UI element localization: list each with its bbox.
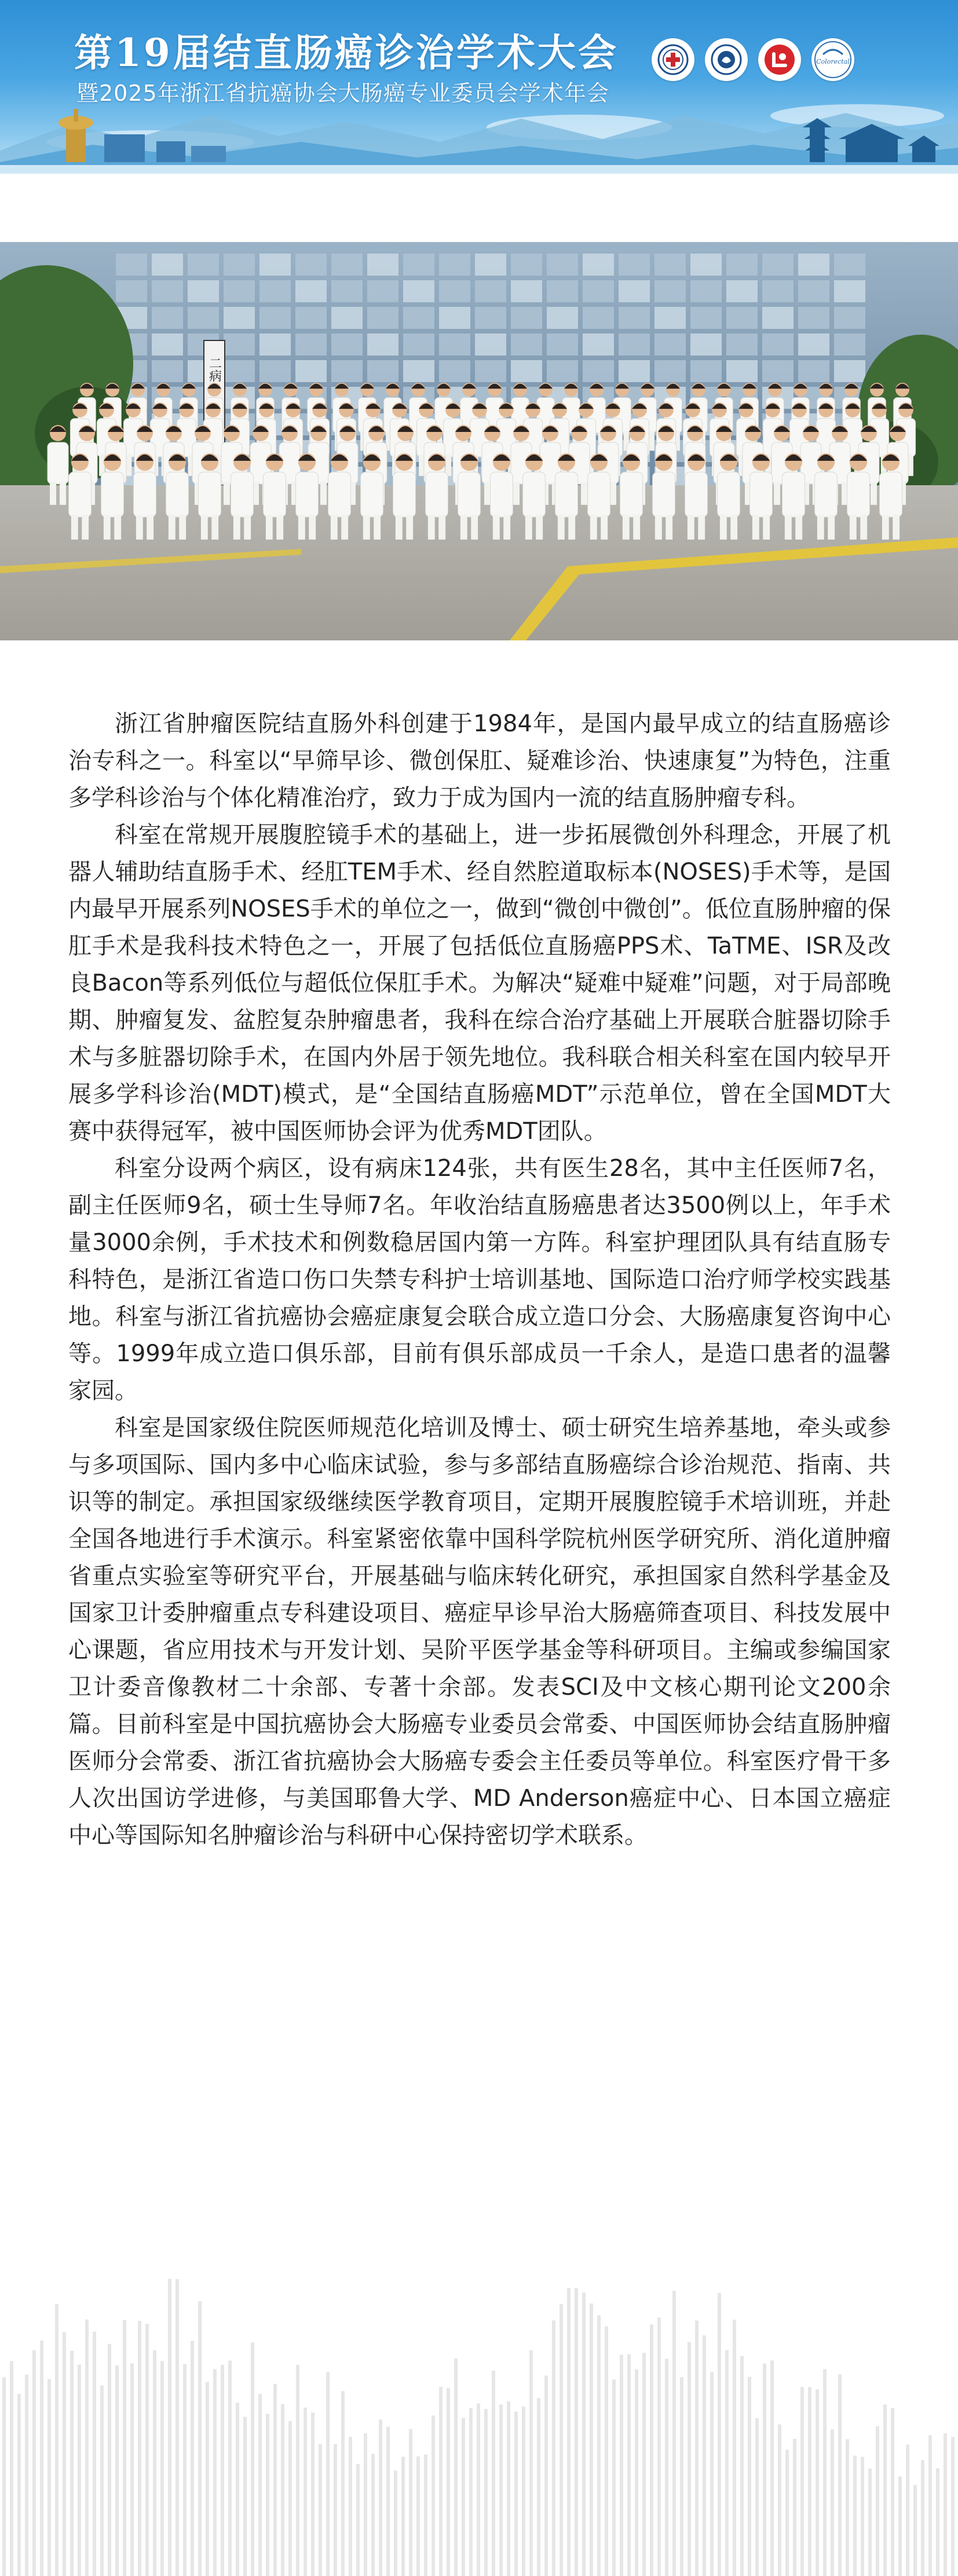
hospital-logo-icon	[652, 38, 694, 81]
association-logo-icon	[705, 38, 748, 81]
cancer-society-logo-icon	[758, 38, 801, 81]
intro-paragraph-3: 科室分设两个病区，设有病床124张，共有医生28名，其中主任医师7名，副主任医师9名，硕士生导师7名。年收治结直肠癌患者达3500例以上，年手术量3000余例，手术技术和例数稳居国内第一方阵。科室护理团队具有结直肠专科特色，是浙江省造口伤口失禁专科护士培训基地、国际造口治疗师学校实践基地。科室与浙江省抗癌协会癌症康复会联合成立造口分会、大肠癌康复咨询中心等。1999年成立造口俱乐部，目前有俱乐部成员一千余人，是造口患者的温馨家园。	[68, 1155, 891, 1404]
organizer-logos	[652, 38, 854, 81]
colorectal-logo-icon	[811, 38, 854, 81]
photo-sign-text: 二病	[207, 357, 222, 382]
team-photo-illustration	[0, 242, 958, 640]
intro-paragraph-4: 科室是国家级住院医师规范化培训及博士、硕士研究生培养基地，牵头或参与多项国际、国内多中心临床试验，参与多部结直肠癌综合诊治规范、指南、共识等的制定。承担国家级继续医学教育项目，定期开展腹腔镜手术培训班，并赴全国各地进行手术演示。科室紧密依靠中国科学院杭州医学研究所、消化道肿瘤省重点实验室等研究平台，开展基础与临床转化研究，承担国家自然科学基金及国家卫计委肿瘤重点专科建设项目、癌症早诊早治大肠癌筛查项目、科技发展中心课题，省应用技术与开发计划、吴阶平医学基金等科研项目。主编或参编国家卫计委音像教材二十余部、专著十余部。发表SCI及中文核心期刊论文200余篇。目前科室是中国抗癌协会大肠癌专业委员会常委、中国医师协会结直肠肿瘤医师分会常委、浙江省抗癌协会大肠癌专委会主任委员等单位。科室医疗骨干多人次出国访学进修，与美国耶鲁大学、MD Anderson癌症中心、日本国立癌症中心等国际知名肿瘤诊治与科研中心保持密切学术联系。	[68, 1415, 891, 1849]
intro-paragraph-1: 浙江省肿瘤医院结直肠外科创建于1984年，是国内最早成立的结直肠癌诊治专科之一。科室以“早筛早诊、微创保肛、疑难诊治、快速康复”为特色，注重多学科诊治与个体化精准治疗，致力于成为国内一流的结直肠肿瘤专科。	[68, 710, 891, 811]
team-group-photo	[0, 242, 958, 640]
department-introduction	[68, 705, 891, 1854]
banner-title: 第19届结直肠癌诊治学术大会	[74, 30, 619, 75]
bottom-equalizer-decoration	[0, 2218, 958, 2576]
banner-subtitle: 暨2025年浙江省抗癌协会大肠癌专业委员会学术年会	[76, 80, 609, 106]
colorectal-logo-text: Colorectal	[816, 58, 850, 65]
conference-banner	[0, 0, 958, 174]
intro-paragraph-2: 科室在常规开展腹腔镜手术的基础上，进一步拓展微创外科理念，开展了机器人辅助结直肠手术、经肛TEM手术、经自然腔道取标本(NOSES)手术等，是国内最早开展系列NOSES手术的单位之一，做到“微创中微创”。低位直肠肿瘤的保肛手术是我科技术特色之一，开展了包括低位直肠癌PPS术、TaTME、ISR及改良Bacon等系列低位与超低位保肛手术。为解决“疑难中疑难”问题，对于局部晚期、肿瘤复发、盆腔复杂肿瘤患者，我科在综合治疗基础上开展联合脏器切除手术与多脏器切除手术，在国内外居于领先地位。我科联合相关科室在国内较早开展多学科诊治(MDT)模式，是“全国结直肠癌MDT”示范单位，曾在全国MDT大赛中获得冠军，被中国医师协会评为优秀MDT团队。	[68, 822, 891, 1145]
